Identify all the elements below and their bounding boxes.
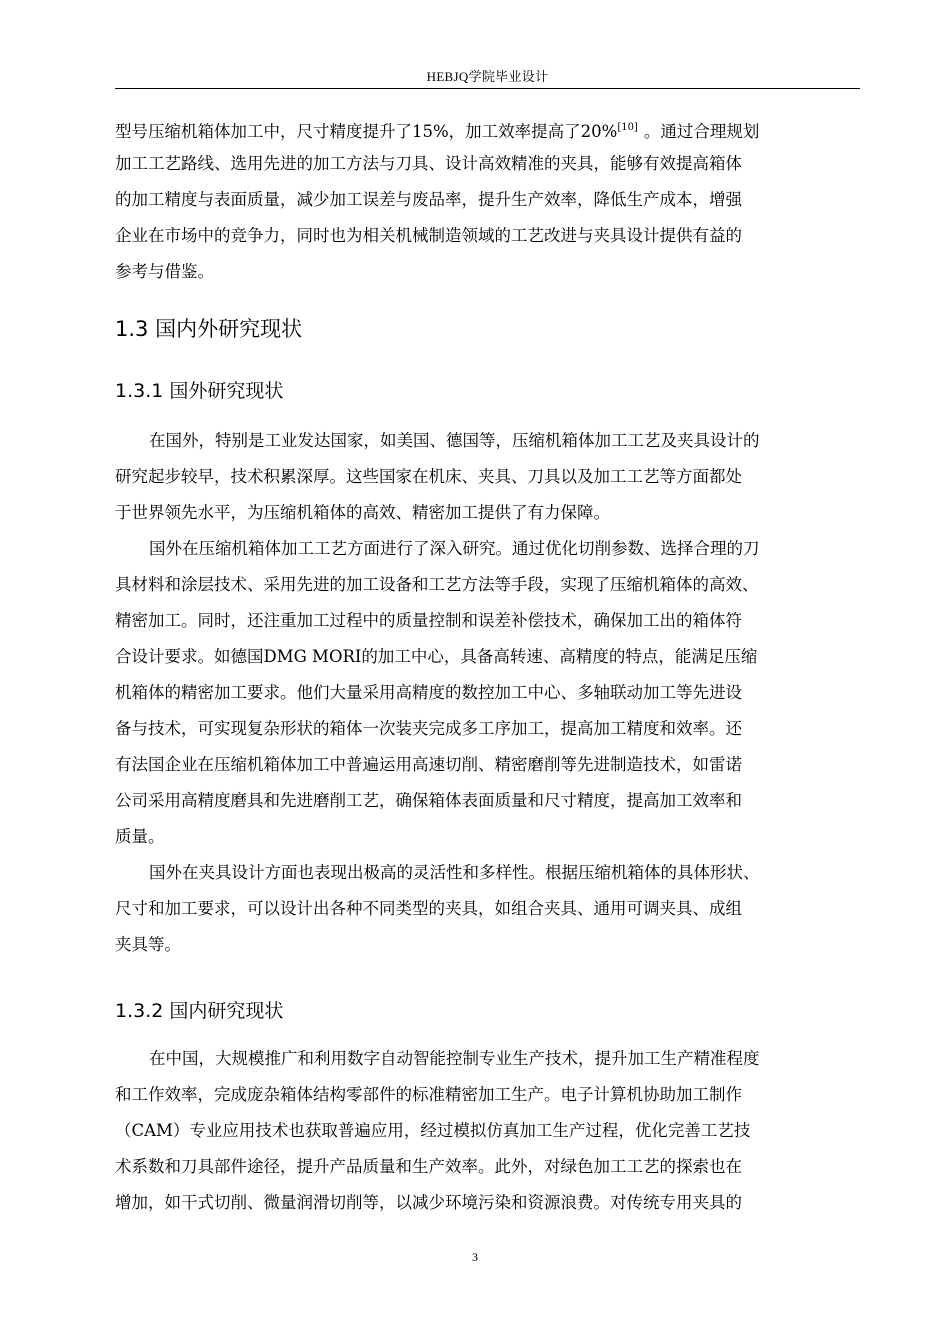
line-text: 型号压缩机箱体加工中，尺寸精度提升了15%，加工效率提高了20% (115, 122, 618, 141)
paragraph-line: 机箱体的精密加工要求。他们大量采用高精度的数控加工中心、多轴联动加工等先进设 (115, 683, 742, 702)
paragraph-line: 尺寸和加工要求，可以设计出各种不同类型的夹具，如组合夹具、通用可调夹具、成组 (115, 899, 742, 918)
citation-ref: [10] (617, 122, 638, 133)
page-header-title: HEBJQ学院毕业设计 (426, 69, 549, 84)
line-text: 。通过合理规划 (643, 122, 760, 141)
paragraph-line: 备与技术，可实现复杂形状的箱体一次装夹完成多工序加工，提高加工精度和效率。还 (115, 719, 742, 738)
paragraph-line: 在国外，特别是工业发达国家，如美国、德国等，压缩机箱体加工工艺及夹具设计的 (149, 431, 760, 450)
paragraph-line (115, 110, 860, 146)
domestic-paragraph-1 (115, 1041, 860, 1221)
section-heading-1-3: 1.3 国内外研究现状 (115, 317, 303, 341)
page-number: 3 (472, 1250, 478, 1264)
paragraph-line: 具材料和涂层技术、采用先进的加工设备和工艺方法等手段，实现了压缩机箱体的高效、 (115, 575, 759, 594)
foreign-paragraph-2 (115, 531, 860, 855)
paragraph-line: 研究起步较早，技术积累深厚。这些国家在机床、夹具、刀具以及加工工艺等方面都处 (115, 467, 742, 486)
intro-paragraph (115, 110, 860, 290)
paragraph-line: 和工作效率，完成庞杂箱体结构零部件的标准精密加工生产。电子计算机协助加工制作 (115, 1085, 742, 1104)
paragraph-line: 质量。 (115, 827, 165, 846)
paragraph-line: 的加工精度与表面质量，减少加工误差与废品率，提升生产效率，降低生产成本，增强 (115, 190, 742, 209)
foreign-paragraph-1 (115, 423, 860, 531)
paragraph-line: 夹具等。 (115, 935, 181, 954)
section-heading-1-3-1: 1.3.1 国外研究现状 (115, 380, 284, 402)
paragraph-line: 有法国企业在压缩机箱体加工中普遍运用高速切削、精密磨削等先进制造技术，如雷诺 (115, 755, 742, 774)
paragraph-line: 于世界领先水平，为压缩机箱体的高效、精密加工提供了有力保障。 (115, 503, 610, 522)
paragraph-line: 在中国，大规模推广和利用数字自动智能控制专业生产技术，提升加工生产精准程度 (149, 1049, 760, 1068)
section-heading-1-3-2: 1.3.2 国内研究现状 (115, 1000, 284, 1022)
paragraph-line: 企业在市场中的竞争力，同时也为相关机械制造领域的工艺改进与夹具设计提供有益的 (115, 226, 742, 245)
paragraph-line: 加工工艺路线、选用先进的加工方法与刀具、设计高效精准的夹具，能够有效提高箱体 (115, 154, 742, 173)
paragraph-line: 国外在压缩机箱体加工工艺方面进行了深入研究。通过优化切削参数、选择合理的刀 (149, 539, 760, 558)
paragraph-line: 参考与借鉴。 (115, 262, 214, 281)
paragraph-line: 国外在夹具设计方面也表现出极高的灵活性和多样性。根据压缩机箱体的具体形状、 (149, 863, 760, 882)
paragraph-line: 公司采用高精度磨具和先进磨削工艺，确保箱体表面质量和尺寸精度，提高加工效率和 (115, 791, 742, 810)
paragraph-line: 合设计要求。如德国DMG MORI的加工中心，具备高转速、高精度的特点，能满足压缩 (115, 647, 758, 666)
paragraph-line: 增加，如干式切削、微量润滑切削等，以减少环境污染和资源浪费。对传统专用夹具的 (115, 1193, 742, 1212)
paragraph-line: 精密加工。同时，还注重加工过程中的质量控制和误差补偿技术，确保加工出的箱体符 (115, 611, 742, 630)
paragraph-line: 术系数和刀具部件途径，提升产品质量和生产效率。此外，对绿色加工工艺的探索也在 (115, 1157, 742, 1176)
header-divider (115, 88, 860, 89)
paragraph-line: （CAM）专业应用技术也获取普遍应用，经过模拟仿真加工生产过程，优化完善工艺技 (115, 1121, 751, 1140)
foreign-paragraph-3 (115, 855, 860, 963)
